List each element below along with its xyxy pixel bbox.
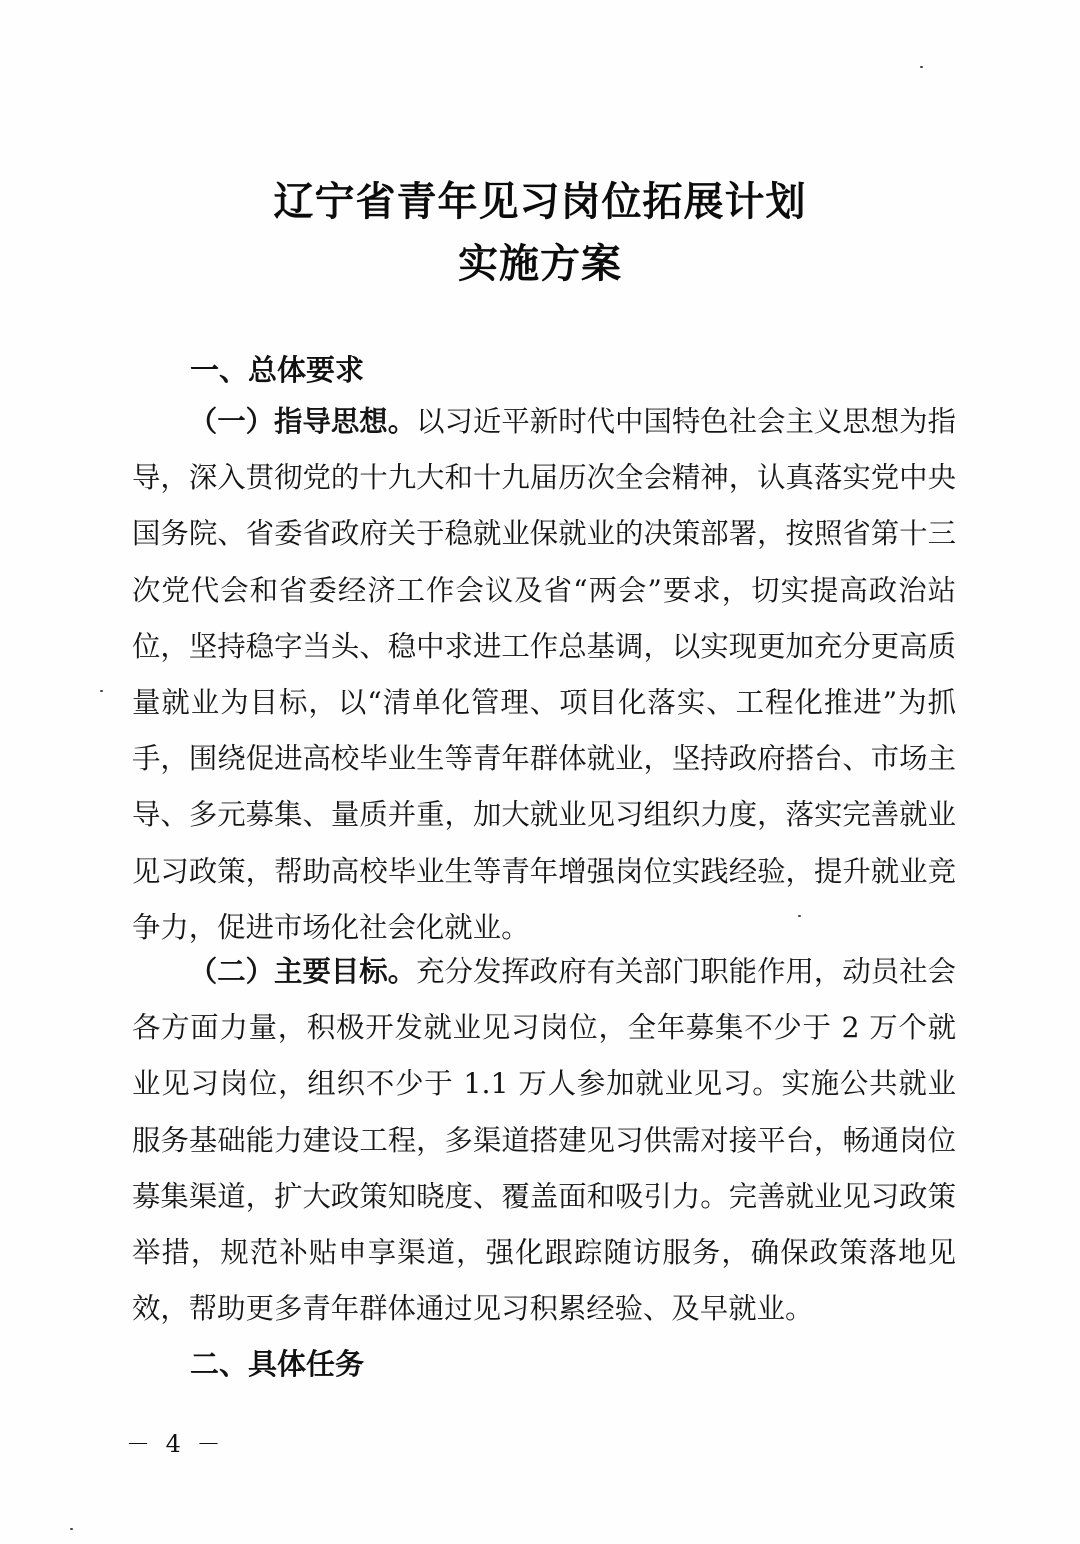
section-heading-general-requirements: 一、总体要求 — [190, 353, 365, 387]
document-title-line1: 辽宁省青年见习岗位拓展计划 — [273, 179, 807, 225]
scan-speck — [100, 690, 103, 692]
scan-speck — [70, 1528, 73, 1530]
document-title-line2: 实施方案 — [458, 241, 622, 287]
paragraph-main-goals — [132, 944, 956, 1337]
paragraph-body: 充分发挥政府有关部门职能作用，动员社会各方面力量，积极开发就业见习岗位，全年募集不少于 2 万个就业见习岗位，组织不少于 1.1 万人参加就业见习。实施公共就业服务基础能力建设工程，多渠道搭建见习供需对接平台，畅通岗位募集渠道，扩大政策知晓度、覆盖面和吸引力。完善就业见习政策举措，规范补贴申享渠道，强化跟踪随访服务，确保政策落地见效，帮助更多青年群体通过见习积累经验、及早就业。 — [132, 955, 956, 1326]
scan-speck — [920, 66, 923, 68]
paragraph-lead: （二）主要目标。 — [188, 955, 417, 988]
paragraph-body: 以习近平新时代中国特色社会主义思想为指导，深入贯彻党的十九大和十九届历次全会精神，认真落实党中央国务院、省委省政府关于稳就业保就业的决策部署，按照省第十三次党代会和省委经济工作会议及省“两会”要求，切实提高政治站位，坚持稳字当头、稳中求进工作总基调，以实现更加充分更高质量就业为目标，以“清单化管理、项目化落实、工程化推进”为抓手，围绕促进高校毕业生等青年群体就业，坚持政府搭台、市场主导、多元募集、量质并重，加大就业见习组织力度，落实完善就业见习政策，帮助高校毕业生等青年增强岗位实践经验，提升就业竞争力，促进市场化社会化就业。 — [132, 405, 956, 944]
section-heading-specific-tasks: 二、具体任务 — [190, 1347, 365, 1381]
paragraph-lead: （一）指导思想。 — [188, 405, 417, 438]
paragraph-guiding-ideology — [132, 394, 956, 956]
page-number: － 4 － — [126, 1430, 225, 1458]
